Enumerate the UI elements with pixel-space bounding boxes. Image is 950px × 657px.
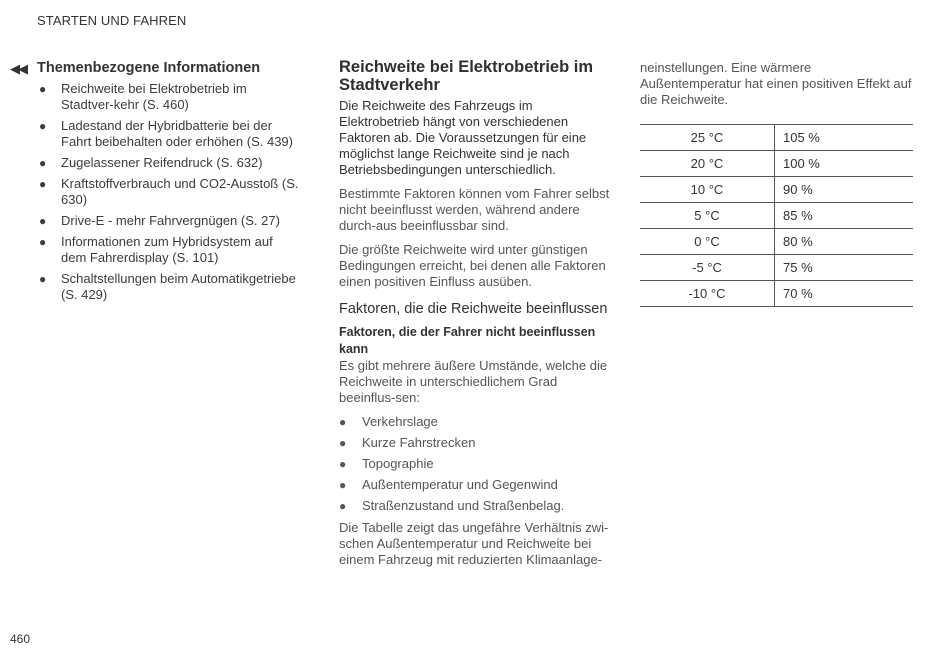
bullet-icon: ● [339, 415, 347, 429]
list-item [339, 456, 611, 472]
temperature-cell: 5 °C [640, 203, 775, 229]
related-link-item[interactable] [10, 81, 300, 113]
subsection-heading: Faktoren, die der Fahrer nicht beeinflussen kann [339, 325, 596, 356]
article-lead: Die Reichweite des Fahrzeugs im Elektrobetrieb hängt von verschiedenen Faktoren ab. Die Voraussetzungen für eine möglichst lange Reichweite sind je nach Betriebsbedingungen unterschiedlich. [339, 98, 587, 177]
related-link-item[interactable] [10, 155, 300, 171]
temperature-cell: -10 °C [640, 281, 775, 307]
bullet-icon: ● [39, 235, 47, 249]
related-links-list [10, 81, 300, 303]
bullet-icon: ● [39, 119, 47, 133]
section-header: STARTEN UND FAHREN [37, 13, 187, 28]
related-link-item[interactable] [10, 271, 300, 303]
factors-list [339, 414, 611, 514]
related-info [10, 60, 300, 308]
article-column [339, 58, 611, 576]
bullet-icon: ● [39, 82, 47, 96]
bullet-icon: ● [339, 499, 347, 513]
related-link-item[interactable] [10, 176, 300, 208]
related-link-text[interactable]: Zugelassener Reifendruck (S. 632) [61, 155, 263, 170]
article-title: Reichweite bei Elektrobetrieb im Stadtverkehr [339, 58, 593, 94]
table-row [640, 151, 913, 177]
bullet-icon: ● [339, 436, 347, 450]
factor-text: Kurze Fahrstrecken [362, 435, 476, 450]
factor-text: Topographie [362, 456, 434, 471]
range-cell: 80 % [775, 229, 914, 255]
temperature-cell: 20 °C [640, 151, 775, 177]
table-row [640, 177, 913, 203]
factor-text: Verkehrslage [362, 414, 438, 429]
list-item [339, 498, 611, 514]
bullet-icon: ● [39, 214, 47, 228]
table-row [640, 281, 913, 307]
list-item [339, 477, 611, 493]
bullet-icon: ● [339, 478, 347, 492]
temperature-cell: 10 °C [640, 177, 775, 203]
table-row [640, 255, 913, 281]
related-link-text[interactable]: Ladestand der Hybridbatterie bei der Fahrt beibehalten oder erhöhen (S. 439) [61, 118, 293, 149]
related-link-item[interactable] [10, 213, 300, 229]
related-info-title: Themenbezogene Informationen [37, 60, 261, 76]
article-paragraph: Die größte Reichweite wird unter günstigen Bedingungen erreicht, bei denen alle Faktoren einen positiven Einfluss ausüben. [339, 242, 606, 289]
article-paragraph: Bestimmte Faktoren können vom Fahrer selbst nicht beeinflusst werden, während andere durch-aus beeinflussbar sind. [339, 186, 610, 233]
related-info-header [10, 60, 300, 77]
range-cell: 105 % [775, 125, 914, 151]
factor-text: Straßenzustand und Straßenbelag. [362, 498, 565, 513]
related-link-item[interactable] [10, 118, 300, 150]
bullet-icon: ● [39, 156, 47, 170]
related-link-text[interactable]: Reichweite bei Elektrobetrieb im Stadtver-kehr (S. 460) [61, 81, 247, 112]
range-cell: 75 % [775, 255, 914, 281]
bullet-icon: ● [39, 272, 47, 286]
table-row [640, 229, 913, 255]
temperature-cell: 0 °C [640, 229, 775, 255]
bullet-icon: ● [339, 457, 347, 471]
list-item [339, 435, 611, 451]
article-paragraph: Die Tabelle zeigt das ungefähre Verhältnis zwi-schen Außentemperatur und Reichweite bei einem Fahrzeug mit reduzierten Klimaanlage- [339, 520, 609, 567]
table-column [640, 60, 914, 307]
double-chevron-left-icon[interactable]: ◀◀ [10, 61, 26, 76]
related-link-text[interactable]: Kraftstoffverbrauch und CO2-Ausstoß (S. 630) [61, 176, 299, 207]
related-link-item[interactable] [10, 234, 300, 266]
section-heading: Faktoren, die die Reichweite beeinflussen [339, 301, 608, 317]
temperature-range-table [640, 124, 913, 307]
article-paragraph-continued: neinstellungen. Eine wärmere Außentemperatur hat einen positiven Effekt auf die Reichweite. [640, 60, 912, 107]
article-paragraph: Es gibt mehrere äußere Umstände, welche die Reichweite in unterschiedlichem Grad beeinflus-sen: [339, 358, 608, 405]
factor-text: Außentemperatur und Gegenwind [362, 477, 558, 492]
related-link-text[interactable]: Informationen zum Hybridsystem auf dem Fahrerdisplay (S. 101) [61, 234, 273, 265]
range-cell: 85 % [775, 203, 914, 229]
related-link-text[interactable]: Schaltstellungen beim Automatikgetriebe (S. 429) [61, 271, 296, 302]
table-row [640, 203, 913, 229]
range-cell: 100 % [775, 151, 914, 177]
list-item [339, 414, 611, 430]
related-link-text[interactable]: Drive-E - mehr Fahrvergnügen (S. 27) [61, 213, 280, 228]
range-cell: 90 % [775, 177, 914, 203]
bullet-icon: ● [39, 177, 47, 191]
temperature-cell: 25 °C [640, 125, 775, 151]
page-number: 460 [10, 632, 31, 646]
range-cell: 70 % [775, 281, 914, 307]
temperature-cell: -5 °C [640, 255, 775, 281]
table-row [640, 125, 913, 151]
